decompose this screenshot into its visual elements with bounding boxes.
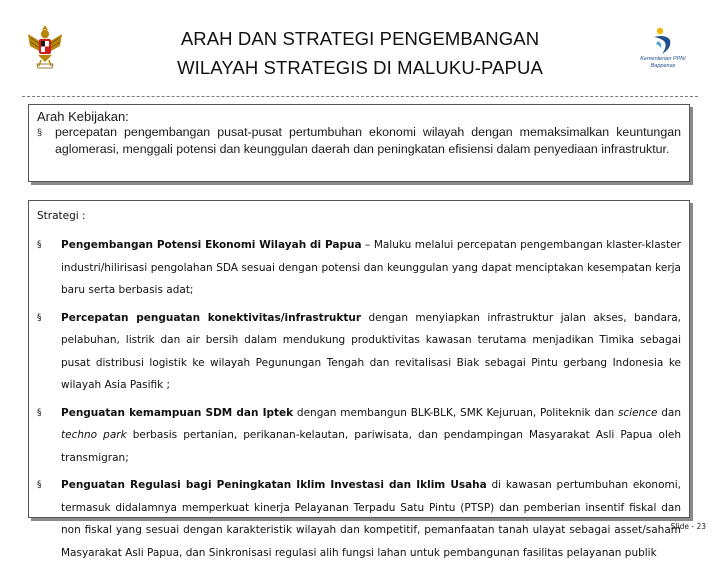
header-divider	[22, 96, 698, 97]
strategy-item-italic: science	[617, 406, 658, 419]
strategy-item-title: Penguatan kemampuan SDM dan Iptek	[61, 406, 294, 419]
logo-text-line-1: Kementerian PPN/	[640, 56, 686, 62]
policy-box	[28, 104, 690, 182]
strategy-item-text: dengan menyiapkan infrastruktur jalan akses, bandara, pelabuhan, listrik dan air bersih dalam mendukung produktivitas kawasan terutama menjadikan Timika sebagai pusat distribusi logistik ke wilayah Pegunungan Tengah dan revitalisasi Biak sebagai Pintu gerbang Indonesia ke wilayah Asia Pasifik ;	[61, 311, 681, 391]
strategy-item-text: di kawasan pertumbuhan ekonomi, termasuk didalamnya memperkuat kinerja Pelayanan Terpadu Satu Pintu (PTSP) dan pemberian insentif fiskal dan non fiskal yang sesuai dengan karakteristik wilayah dan kompetitif, pemanfaatan tanah ulayat sebagai asset/saham Masyarakat Asli Papua, dan Sinkronisasi regulasi alih fungsi lahan untuk pembangunan fasilitas pelayanan publik	[61, 479, 681, 559]
strategy-item-title: Pengembangan Potensi Ekonomi Wilayah di Papua	[61, 239, 362, 251]
strategy-item-text: dengan membangun BLK-BLK, SMK Kejuruan, Politeknik dan	[293, 406, 618, 419]
strategy-item-title: Percepatan penguatan konektivitas/infrastruktur	[61, 311, 362, 324]
title-line-2: WILAYAH STRATEGIS DI MALUKU-PAPUA	[177, 57, 543, 78]
slide-number: Slide - 23	[670, 522, 706, 531]
page-title	[90, 24, 630, 82]
policy-item-text: percepatan pengembangan pusat-pusat pertumbuhan ekonomi wilayah dengan memaksimalkan keuntungan aglomerasi, menggali potensi dan keunggulan daerah dan peningkatan efisiensi dalam penyediaan infrastruktur.	[55, 125, 681, 156]
bullet-icon: §	[37, 480, 42, 490]
strategy-item	[37, 234, 681, 302]
strategy-item	[37, 307, 681, 397]
strategy-item	[37, 474, 681, 564]
list-item	[37, 124, 681, 157]
bullet-icon: §	[37, 240, 42, 250]
bullet-icon: §	[37, 127, 43, 137]
strategy-item-text: dan	[657, 406, 682, 419]
title-line-1: ARAH DAN STRATEGI PENGEMBANGAN	[180, 28, 540, 49]
strategy-item-title: Penguatan Regulasi bagi Peningkatan Iklim Investasi dan Iklim Usaha	[61, 479, 487, 491]
strategy-item-text: berbasis pertanian, perikanan-kelautan, pariwisata, dan pendampingan Masyarakat Asli Papua oleh transmigran;	[61, 429, 681, 464]
logo-text-line-2: Bappenas	[650, 62, 676, 69]
strategy-heading: Strategi :	[37, 210, 86, 222]
strategy-item	[37, 402, 681, 470]
bullet-icon: §	[37, 407, 42, 418]
bullet-icon: §	[37, 312, 42, 323]
garuda-emblem-icon	[24, 22, 66, 74]
policy-heading: Arah Kebijakan:	[37, 109, 129, 124]
bappenas-logo-icon	[650, 26, 676, 56]
strategy-item-text: – Maluku melalui percepatan pengembangan klaster-klaster industri/hilirisasi pengolahan SDA sesuai dengan potensi dan keunggulan yang dapat menciptakan kesempatan kerja baru serta berbasis adat;	[61, 239, 681, 296]
strategy-item-italic: techno park	[61, 429, 127, 441]
bappenas-logo	[632, 26, 694, 78]
